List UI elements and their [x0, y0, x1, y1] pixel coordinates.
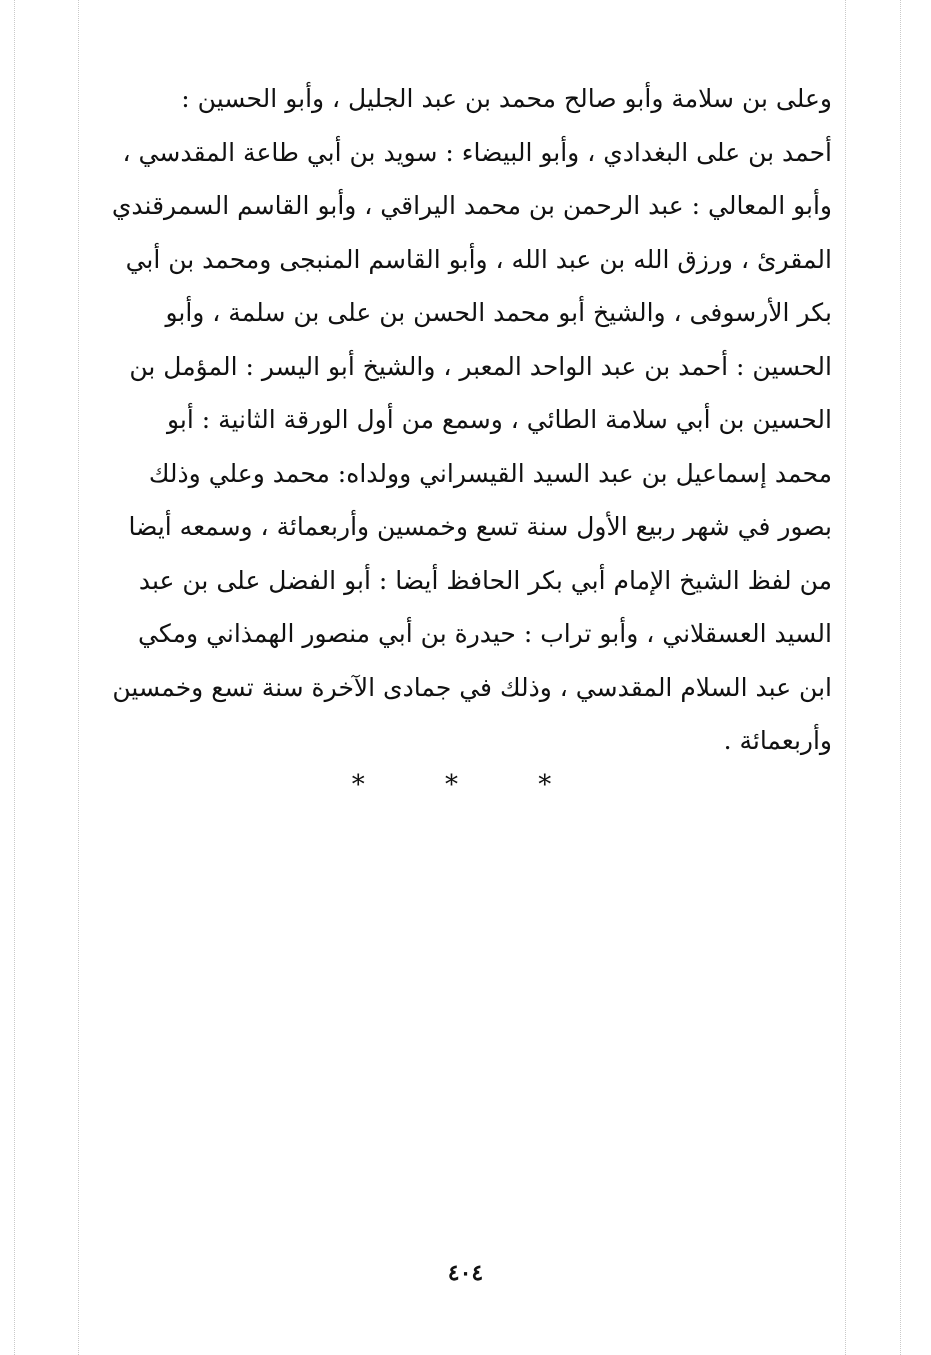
- scan-guide-line: [78, 0, 79, 1355]
- text-line: الحسين : أحمد بن عبد الواحد المعبر ، والشيخ أبو اليسر : المؤمل بن: [129, 351, 832, 381]
- separator-asterisk: *: [351, 770, 393, 800]
- text-line: السيد العسقلاني ، وأبو تراب : حيدرة بن أبي منصور الهمذاني ومكي: [138, 619, 832, 648]
- text-line: وأربعمائة .: [723, 726, 832, 755]
- text-line: المقرئ ، ورزق الله بن عبد الله ، وأبو القاسم المنبجى ومحمد بن أبي: [125, 244, 832, 274]
- text-line: بكر الأرسوفى ، والشيخ أبو محمد الحسن بن على بن سلمة ، وأبو: [165, 298, 832, 327]
- text-line: وأبو المعالي : عبد الرحمن بن محمد اليراقي ، وأبو القاسم السمرقندي: [111, 191, 832, 220]
- text-line: الحسين بن أبي سلامة الطائي ، وسمع من أول الورقة الثانية : أبو: [166, 405, 832, 434]
- text-line: من لفظ الشيخ الإمام أبي بكر الحافظ أيضا : أبو الفضل على بن عبد: [138, 565, 832, 595]
- text-line: أحمد بن على البغدادي ، وأبو البيضاء : سويد بن أبي طاعة المقدسي ،: [122, 137, 832, 167]
- page-number: ٤٠٤: [447, 1260, 484, 1286]
- text-line: ابن عبد السلام المقدسي ، وذلك في جمادى الآخرة سنة تسع وخمسين: [112, 672, 832, 702]
- text-line: بصور في شهر ربيع الأول سنة تسع وخمسين وأربعمائة ، وسمعه أيضا: [128, 512, 832, 541]
- separator-asterisk: *: [538, 770, 580, 800]
- text-line: وعلى بن سلامة وأبو صالح محمد بن عبد الجليل ، وأبو الحسين :: [181, 84, 832, 113]
- section-separator: [0, 770, 931, 800]
- body-text: [92, 72, 832, 768]
- scan-guide-line: [14, 0, 15, 1355]
- scan-guide-line: [845, 0, 846, 1355]
- text-line: محمد إسماعيل بن عبد السيد القيسراني وولداه: محمد وعلي وذلك: [148, 458, 832, 488]
- separator-asterisk: *: [445, 770, 486, 800]
- scan-guide-line: [900, 0, 901, 1355]
